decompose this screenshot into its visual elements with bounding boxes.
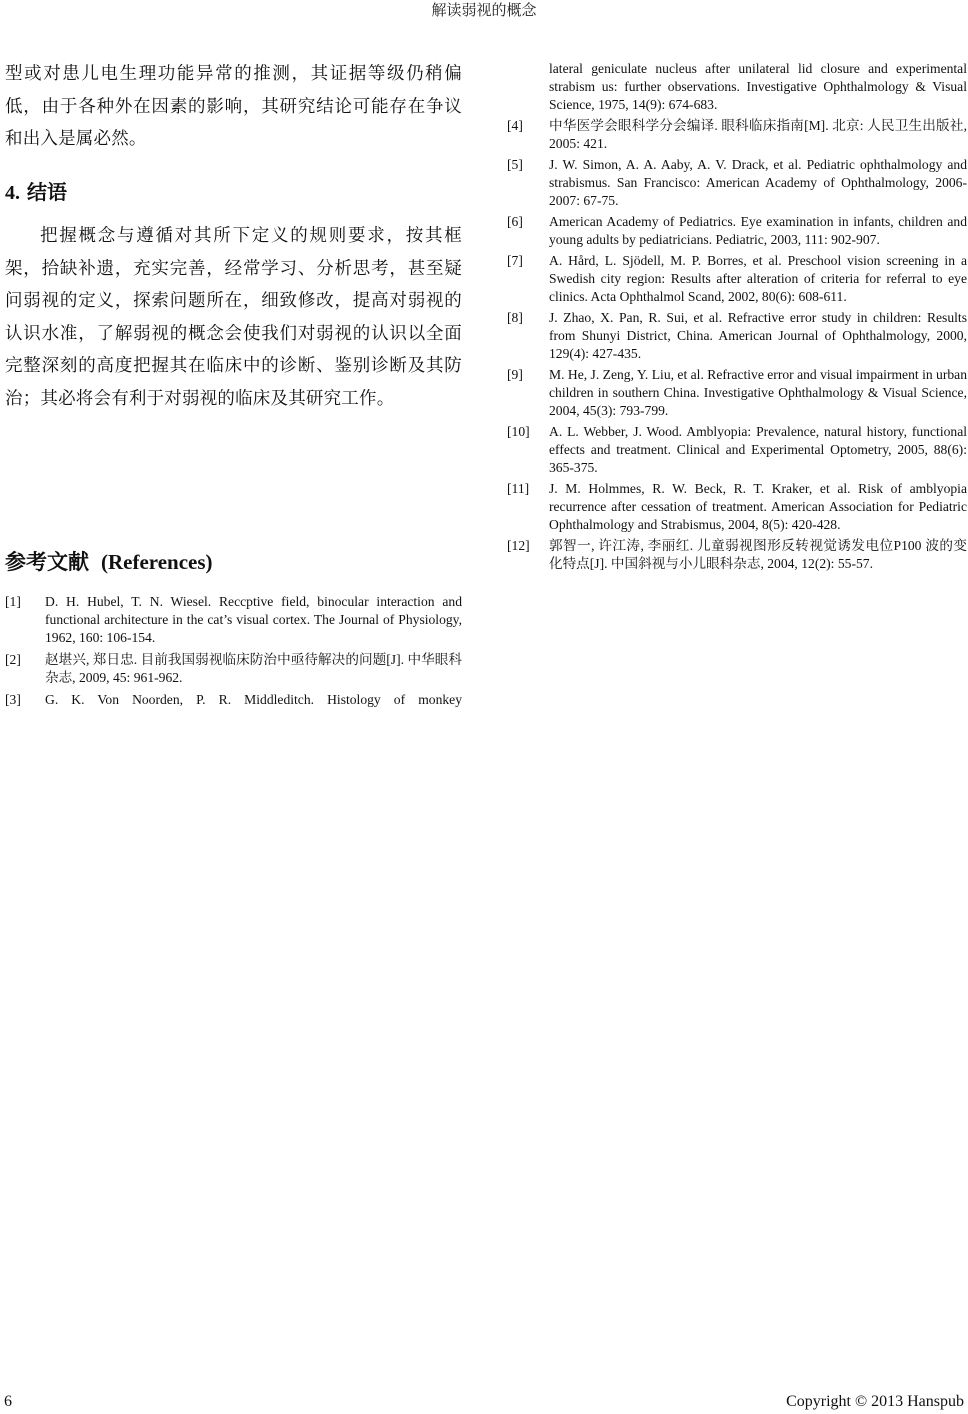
section-4-heading	[5, 176, 67, 205]
reference-item	[5, 651, 462, 687]
reference-number: [1]	[5, 594, 21, 609]
reference-text: M. He, J. Zeng, Y. Liu, et al. Refractive error and visual impairment in urban children in southern China. Investigative Ophthalmology & Visual Science, 2004, 45(3): 793-799.	[549, 367, 967, 418]
intro-paragraph: 型或对患儿电生理功能异常的推测，其证据等级仍稍偏低，由于各种外在因素的影响，其研究结论可能存在争议和出入是属必然。	[5, 64, 462, 149]
copyright-notice: Copyright © 2013 Hanspub	[786, 1393, 964, 1410]
reference-text: A. L. Webber, J. Wood. Amblyopia: Prevalence, natural history, functional effects and treatment. Clinical and Experimental Optometry, 2005, 88(6): 365-375.	[549, 424, 967, 475]
reference-number: [8]	[507, 310, 523, 325]
reference-list-left	[5, 593, 462, 713]
references-heading	[5, 546, 213, 576]
reference-number: [4]	[507, 118, 523, 133]
reference-text: American Academy of Pediatrics. Eye examination in infants, children and young adults by pediatricians. Pediatric, 2003, 111: 902-907.	[549, 214, 967, 247]
reference-text: A. Hård, L. Sjödell, M. P. Borres, et al. Preschool vision screening in a Swedish city region: Results after alteration of criteria for referral to eye clinics. Acta Ophthalmol Scand, 2002, 80(6): 608-611.	[549, 253, 967, 304]
left-column	[5, 58, 462, 707]
reference-item	[5, 593, 462, 647]
reference-text: G. K. Von Noorden, P. R. Middleditch. Histology of monkey	[45, 692, 462, 707]
right-column	[507, 60, 967, 576]
reference-item	[507, 309, 967, 363]
reference-number: [12]	[507, 538, 530, 553]
reference-number: [5]	[507, 157, 523, 172]
reference-text: J. Zhao, X. Pan, R. Sui, et al. Refractive error study in children: Results from Shunyi District, China. American Journal of Ophthalmology, 2000, 129(4): 427-435.	[549, 310, 967, 361]
reference-number: [6]	[507, 214, 523, 229]
reference-text: J. M. Holmmes, R. W. Beck, R. T. Kraker, et al. Risk of amblyopia recurrence after cessation of treatment. American Association for Pediatric Ophthalmology and Strabismus, 2004, 8(5): 420-428.	[549, 481, 967, 532]
reference-item	[507, 480, 967, 534]
reference-item	[507, 117, 967, 153]
reference-text: J. W. Simon, A. A. Aaby, A. V. Drack, et al. Pediatric ophthalmology and strabismus. San Francisco: American Academy of Ophthalmology, 2006-2007: 67-75.	[549, 157, 967, 208]
reference-item	[507, 252, 967, 306]
reference-text: 中华医学会眼科学分会编译. 眼科临床指南[M]. 北京: 人民卫生出版社, 2005: 421.	[549, 118, 967, 151]
conclusion-paragraph: 把握概念与遵循对其所下定义的规则要求，按其框架，拾缺补遗，充实完善，经常学习、分析思考，甚至疑问弱视的定义，探索问题所在，细致修改，提高对弱视的认识水准，了解弱视的概念会使我们对弱视的认识以全面完整深刻的高度把握其在临床中的诊断、鉴别诊断及其防治；其必将会有利于对弱视的临床及其研究工作。	[5, 226, 462, 409]
reference-number: [9]	[507, 367, 523, 382]
section-title: 结语	[26, 180, 67, 204]
reference-number: [7]	[507, 253, 523, 268]
reference-number: [3]	[5, 692, 21, 707]
reference-text: lateral geniculate nucleus after unilateral lid closure and experimental strabism us: further observations. Investigative Ophthalmology & Visual Science, 1975, 14(9): 674-683.	[549, 61, 967, 112]
reference-item	[507, 423, 967, 477]
running-header: 解读弱视的概念	[431, 1, 537, 19]
reference-item	[507, 213, 967, 249]
reference-text: 郭智一, 许江涛, 李丽红. 儿童弱视图形反转视觉诱发电位P100 波的变化特点[J]. 中国斜视与小儿眼科杂志, 2004, 12(2): 55-57.	[549, 538, 967, 571]
reference-item-continued	[507, 60, 967, 114]
references-heading-cn: 参考文献	[5, 550, 89, 574]
page-number: 6	[4, 1393, 12, 1410]
reference-number: [10]	[507, 424, 530, 439]
references-heading-en: (References)	[101, 550, 213, 574]
reference-item	[507, 366, 967, 420]
reference-text: 赵堪兴, 郑日忠. 目前我国弱视临床防治中亟待解决的问题[J]. 中华眼科杂志, 2009, 45: 961-962.	[45, 652, 462, 685]
reference-text: D. H. Hubel, T. N. Wiesel. Reccptive field, binocular interaction and functional architecture in the cat’s visual cortex. The Journal of Physiology, 1962, 160: 106-154.	[45, 594, 462, 645]
reference-item	[507, 537, 967, 573]
reference-item	[507, 156, 967, 210]
reference-item	[5, 691, 462, 709]
reference-number: [2]	[5, 652, 21, 667]
section-number: 4.	[5, 182, 20, 204]
reference-number: [11]	[507, 481, 530, 496]
